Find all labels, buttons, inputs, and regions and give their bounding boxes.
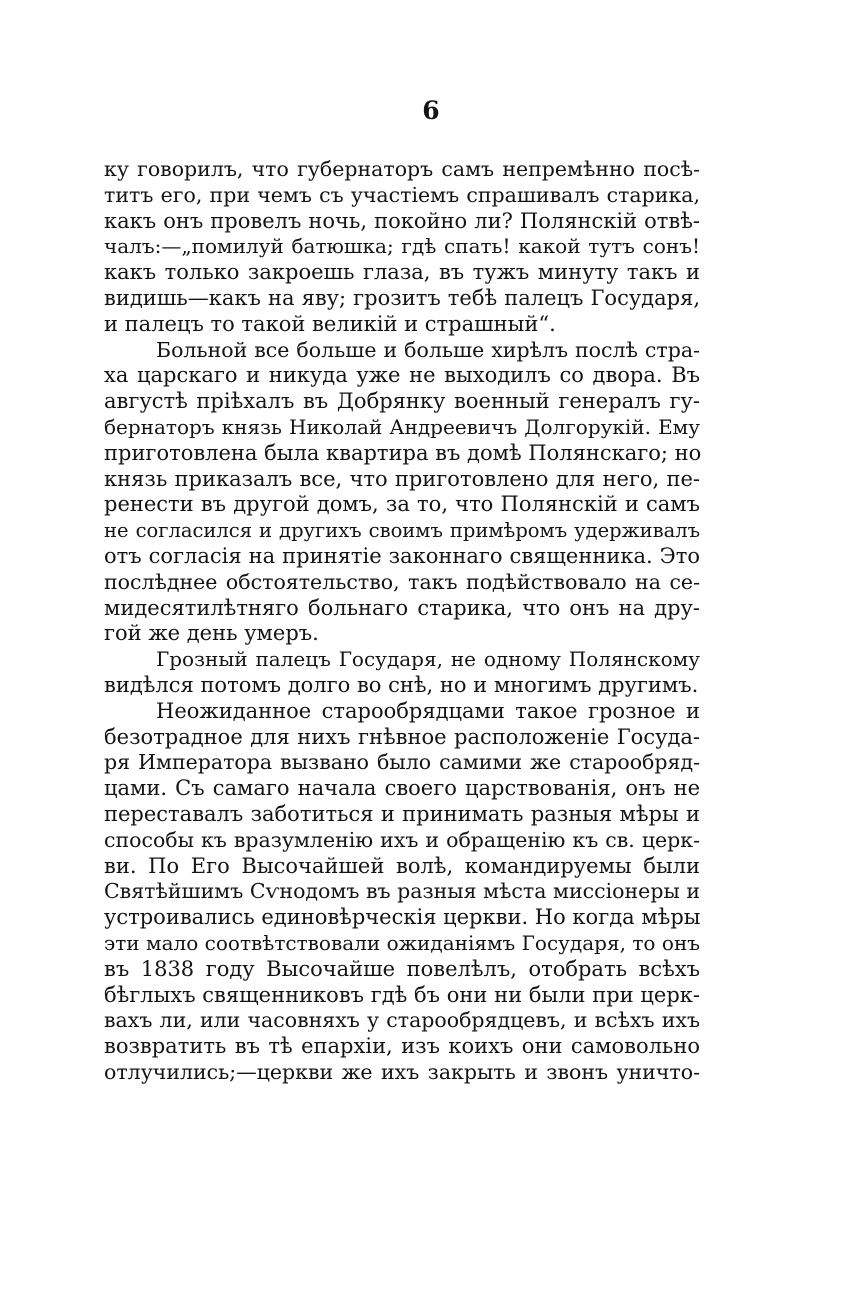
text-line: Грозный палецъ Государя, не одному Полянскому xyxy=(156,647,700,672)
text-line: Больной все больше и больше хирѣлъ послѣ стра- xyxy=(156,337,700,362)
text-line: чалъ:—„помилуй батюшка; гдѣ спать! какой тутъ сонъ! xyxy=(104,234,700,259)
text-line: способы къ вразумленію ихъ и обращенію къ св. церк- xyxy=(104,827,700,852)
page-number: 6 xyxy=(422,96,440,125)
text-line: ха царскаго и никуда уже не выходилъ со двора. Въ xyxy=(104,363,700,388)
text-line: Святѣйшимъ Сѵнодомъ въ разныя мѣста миссіонеры и xyxy=(104,879,700,904)
text-line: въ 1838 году Высочайше повелѣлъ, отобрать всѣхъ xyxy=(104,956,700,981)
text-line: послѣднее обстоятельство, такъ подѣйствовало на се- xyxy=(104,569,700,594)
text-line: титъ его, при чемъ съ участіемъ спрашивалъ старика, xyxy=(104,182,700,207)
text-line: какъ онъ провелъ ночь, покойно ли? Полянскій отвѣ- xyxy=(104,208,700,233)
text-line: какъ только закроешь глаза, въ тужъ минуту такъ и xyxy=(104,260,700,285)
text-line: бернаторъ князь Николай Андреевичъ Долгорукій. Ему xyxy=(104,414,700,439)
text-line: вахъ ли, или часовняхъ у старообрядцевъ, и всѣхъ ихъ xyxy=(104,1008,700,1033)
body-text xyxy=(104,157,700,1086)
text-line: устроивались единовѣрческія церкви. Но когда мѣры xyxy=(104,905,701,930)
text-line: видишь—какъ на яву; грозитъ тебѣ палецъ Государя, xyxy=(104,285,700,310)
text-line: эти мало соотвѣтствовали ожиданіямъ Государя, то онъ xyxy=(104,930,700,955)
text-line: князь приказалъ все, что приготовлено для него, пе- xyxy=(104,466,700,491)
text-line: Неожиданное старообрядцами такое грозное и xyxy=(156,698,700,723)
text-line: августѣ пріѣхалъ въ Добрянку военный генералъ гу- xyxy=(104,389,700,414)
text-line: гой же день умеръ. xyxy=(104,621,319,646)
text-line: мидесятилѣтняго больнаго старика, что онъ на дру- xyxy=(104,595,700,620)
text-line: отлучились;—церкви же ихъ закрыть и звонъ уничто- xyxy=(104,1059,700,1084)
text-line: и палецъ то такой великій и страшный“. xyxy=(104,311,556,336)
text-line: цами. Съ самаго начала своего царствованія, онъ не xyxy=(104,776,700,801)
text-line: ря Императора вызвано было самими же старообряд- xyxy=(104,750,700,775)
text-line: ку говорилъ, что губернаторъ самъ непремѣнно посѣ- xyxy=(104,157,700,181)
text-line: ренести въ другой домъ, за то, что Полянскій и самъ xyxy=(104,492,700,517)
text-line: приготовлена была квартира въ домѣ Полянскаго; но xyxy=(104,440,702,465)
text-line: отъ согласія на принятіе законнаго священника. Это xyxy=(104,543,700,568)
text-line: видѣлся потомъ долго во снѣ, но и многимъ другимъ. xyxy=(104,672,699,697)
text-line: возвратить въ тѣ епархіи, изъ коихъ они самовольно xyxy=(104,1034,700,1059)
text-line: переставалъ заботиться и принимать разныя мѣры и xyxy=(104,801,700,826)
text-line: не согласился и другихъ своимъ примѣромъ удерживалъ xyxy=(104,519,700,543)
text-line: бѣглыхъ священниковъ гдѣ бъ они ни были при церк- xyxy=(104,982,700,1007)
text-line: ви. По Его Высочайшей волѣ, командируемы были xyxy=(104,853,700,878)
text-line: безотрадное для нихъ гнѣвное расположеніе Госуда- xyxy=(104,724,700,749)
